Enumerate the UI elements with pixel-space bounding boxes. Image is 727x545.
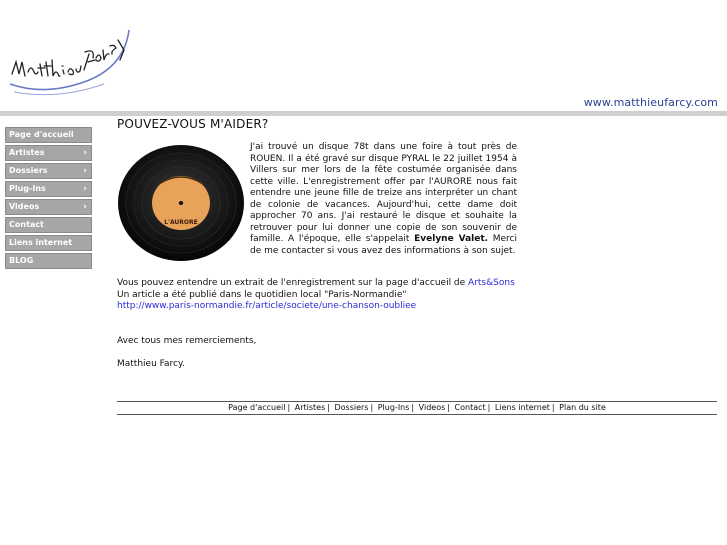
chevron-right-icon: › [83, 166, 87, 176]
sidebar-item-plug-ins[interactable] [5, 181, 92, 197]
sidebar-item-label: BLOG [9, 256, 34, 265]
chevron-right-icon: › [83, 148, 87, 158]
footer-separator: | [411, 403, 415, 412]
footer-separator: | [287, 403, 291, 412]
signature-logo[interactable] [4, 22, 139, 102]
sidebar-item-page-accueil[interactable] [5, 127, 92, 143]
sidebar-item-label: Artistes [9, 148, 45, 157]
record-label-text: L'AURORE [164, 219, 198, 226]
sidebar-nav [5, 127, 91, 271]
footer-link-page-accueil[interactable]: Page d'accueil [228, 403, 286, 412]
footer-separator: | [370, 403, 374, 412]
arts-sons-link[interactable]: Arts&Sons [468, 278, 515, 288]
vinyl-record-image [117, 144, 246, 263]
footer-link-dossiers[interactable]: Dossiers [334, 403, 369, 412]
site-url[interactable]: www.matthieufarcy.com [583, 96, 718, 109]
sidebar-item-label: Page d'accueil [9, 130, 74, 139]
footer-link-plug-ins[interactable]: Plug-Ins [377, 403, 410, 412]
sidebar-item-liens-internet[interactable] [5, 235, 92, 251]
sidebar-item-contact[interactable] [5, 217, 92, 233]
footer-links [117, 401, 717, 415]
header-divider-bar [0, 111, 727, 116]
info-lines [117, 278, 537, 313]
listen-line [117, 278, 537, 290]
thanks-text: Avec tous mes remerciements, [117, 336, 257, 346]
footer-separator: | [447, 403, 450, 412]
footer-separator: | [487, 403, 491, 412]
footer-link-liens-internet[interactable]: Liens internet [494, 403, 550, 412]
intro-text: J'ai trouvé un disque 78t dans une foire à tout près de ROUEN. Il a été gravé sur disque PYRAL le 22 juillet 1954 à Villers sur mer lors de la fête costumée organisée dans cette ville. L'enregistrement offer par l'AURORE nous fait entendre une jeune fille de treize ans interpréter un chant de colonie de vacances. Aujourd'hui, cette dame doit approcher 70 ans. J'ai restauré le disque et souhaite la retrouver pour lui donner une copie de son souvenir de famille. A l'époque, elle s'appelait [250, 142, 517, 244]
footer-separator: | [551, 403, 555, 412]
sidebar-item-artistes[interactable] [5, 145, 92, 161]
sidebar-item-label: Plug-Ins [9, 184, 46, 193]
footer-separator: | [327, 403, 330, 412]
sidebar-item-label: Videos [9, 202, 40, 211]
chevron-right-icon: › [83, 202, 87, 212]
intro-paragraph [250, 142, 517, 257]
listen-text: Vous pouvez entendre un extrait de l'enregistrement sur la page d'accueil de [117, 278, 469, 288]
sidebar-item-label: Contact [9, 220, 44, 229]
footer-link-plan-du-site[interactable]: Plan du site [559, 403, 606, 412]
intro-name: Evelyne Valet. [414, 234, 489, 244]
page-title: POUVEZ-VOUS M'AIDER? [117, 117, 269, 131]
article-url-link[interactable]: http://www.paris-normandie.fr/article/societe/une-chanson-oubliee [117, 301, 417, 311]
intro-text-end: Merci de me contacter si vous avez des informations à son sujet. [250, 234, 517, 256]
footer-link-videos[interactable]: Videos [418, 403, 446, 412]
footer-link-contact[interactable]: Contact [454, 403, 486, 412]
sidebar-item-label: Dossiers [9, 166, 48, 175]
main-content [117, 117, 517, 369]
sidebar-item-dossiers[interactable] [5, 163, 92, 179]
article-line: Un article a été publié dans le quotidien local "Paris-Normandie" [117, 289, 407, 300]
sidebar-item-blog[interactable] [5, 253, 92, 269]
signature-text: Matthieu Farcy. [117, 359, 185, 369]
sidebar-item-label: Liens internet [9, 238, 73, 247]
footer-link-artistes[interactable]: Artistes [294, 403, 326, 412]
chevron-right-icon: › [83, 184, 87, 194]
sidebar-item-videos[interactable] [5, 199, 92, 215]
